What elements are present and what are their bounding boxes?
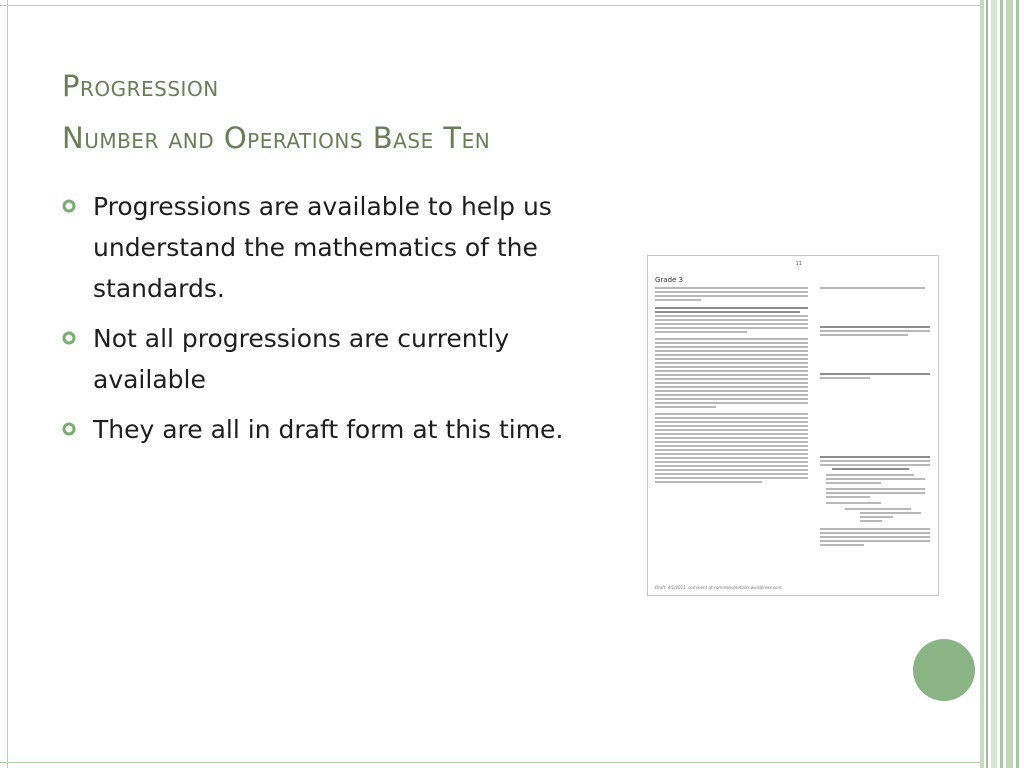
slide-frame-bottom <box>0 762 980 768</box>
document-footer: Draft, 4/1/2011, comment at commoncoretools.wordpress.com. <box>655 585 783 590</box>
document-margin-note <box>820 456 930 548</box>
circle-bullet-icon <box>62 331 76 345</box>
bullet-text: Not all progressions are currently available <box>93 324 510 394</box>
document-main-text <box>655 287 808 485</box>
title-line-1: Progression <box>62 69 219 103</box>
document-heading: Grade 3 <box>655 276 684 284</box>
decorative-circle <box>913 639 975 701</box>
bullet-item <box>62 186 582 309</box>
slide-title <box>62 60 762 164</box>
bullet-item <box>62 409 582 450</box>
bullet-text: Progressions are available to help us understand the mathematics of the standards. <box>93 192 552 303</box>
bullet-item <box>62 318 582 400</box>
document-margin-note <box>820 326 930 338</box>
bullet-list <box>62 186 582 459</box>
circle-bullet-icon <box>62 199 76 213</box>
progression-document-thumbnail <box>647 255 939 596</box>
document-margin-note <box>820 373 930 381</box>
document-page-number: 11 <box>795 261 802 267</box>
decorative-side-stripes <box>980 0 1024 768</box>
slide-frame-top <box>0 0 980 6</box>
bullet-text: They are all in draft form at this time. <box>93 415 564 444</box>
title-line-2: Number and Operations Base Ten <box>62 121 491 155</box>
circle-bullet-icon <box>62 422 76 436</box>
slide-frame-left <box>0 0 8 768</box>
document-margin-note <box>820 287 930 291</box>
